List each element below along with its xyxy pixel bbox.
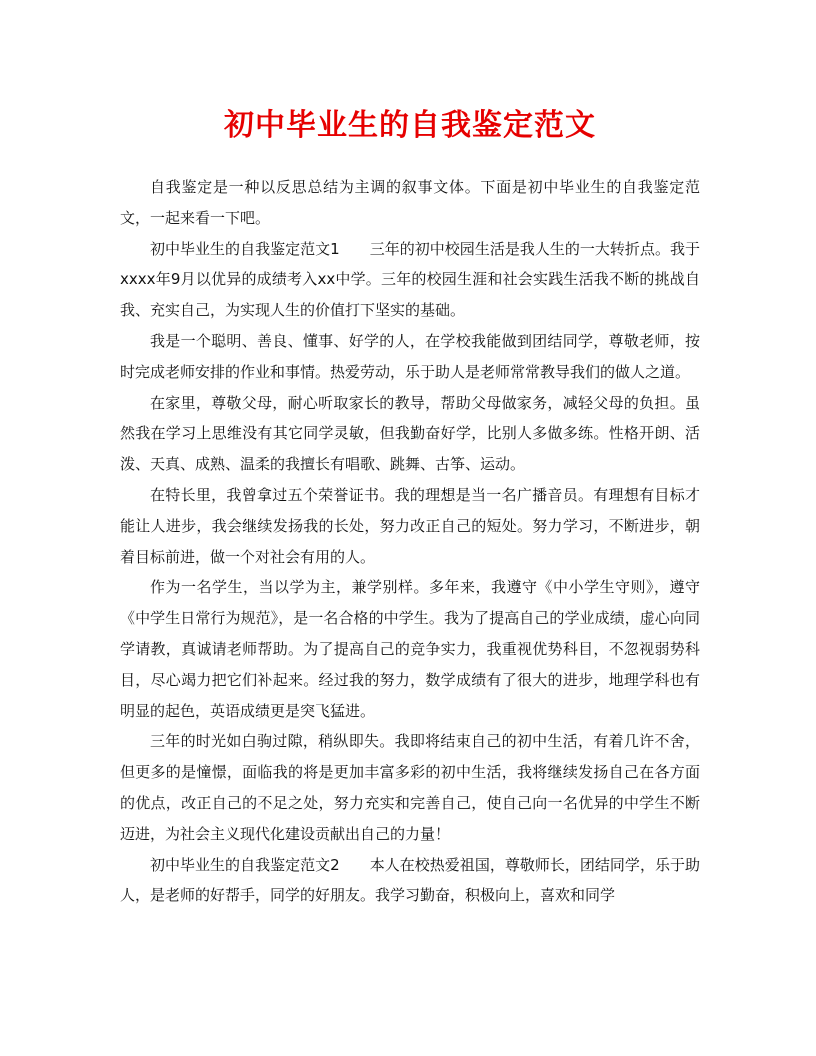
paragraph-conclusion: 三年的时光如白驹过隙，稍纵即失。我即将结束自己的初中生活，有着几许不舍，但更多的是憧憬，面临我的将是更加丰富多彩的初中生活，我将继续发扬自己在各方面的优点，改正自己的不足之处，努力充实和完善自己，使自己向一名优异的中学生不断迈进，为社会主义现代化建设贡献出自己的力量！ (120, 732, 700, 843)
paragraph-personality: 我是一个聪明、善良、懂事、好学的人，在学校我能做到团结同学，尊敬老师，按时完成老师安排的作业和事情。热爱劳动，乐于助人是老师常常教导我们的做人之道。 (120, 331, 700, 381)
paragraph-home-life: 在家里，尊敬父母，耐心听取家长的教导，帮助父母做家务，减轻父母的负担。虽然我在学习上思维没有其它同学灵敏，但我勤奋好学，比别人多做多练。性格开朗、活泼、天真、成熟、温柔的我擅长有唱歌、跳舞、古筝、运动。 (120, 393, 700, 474)
paragraph-sample-1-opening: 初中毕业生的自我鉴定范文1 三年的初中校园生活是我人生的一大转折点。我于xxxx年9月以优异的成绩考入xx中学。三年的校园生涯和社会实践生活我不断的挑战自我、充实自己，为实现人生的价值打下坚实的基础。 (120, 239, 700, 320)
document-title: 初中毕业生的自我鉴定范文 (224, 108, 596, 143)
document-page (120, 100, 700, 911)
paragraph-study: 作为一名学生，当以学为主，兼学别样。多年来，我遵守《中小学生守则》，遵守《中学生日常行为规范》，是一名合格的中学生。我为了提高自己的学业成绩，虚心向同学请教，真诚请老师帮助。为了提高自己的竞争实力，我重视优势科目，不忽视弱势科目，尽心竭力把它们补起来。经过我的努力，数学成绩有了很大的进步，地理学科也有明显的起色，英语成绩更是突飞猛进。 (120, 578, 700, 720)
document-body (120, 172, 700, 911)
paragraph-talents: 在特长里，我曾拿过五个荣誉证书。我的理想是当一名广播音员。有理想有目标才能让人进步，我会继续发扬我的长处，努力改正自己的短处。努力学习，不断进步，朝着目标前进，做一个对社会有用的人。 (120, 485, 700, 566)
paragraph-sample-2-opening: 初中毕业生的自我鉴定范文2 本人在校热爱祖国，尊敬师长，团结同学，乐于助人，是老师的好帮手，同学的好朋友。我学习勤奋，积极向上，喜欢和同学 (120, 855, 700, 905)
paragraph-intro: 自我鉴定是一种以反思总结为主调的叙事文体。下面是初中毕业生的自我鉴定范文，一起来看一下吧。 (120, 178, 700, 227)
